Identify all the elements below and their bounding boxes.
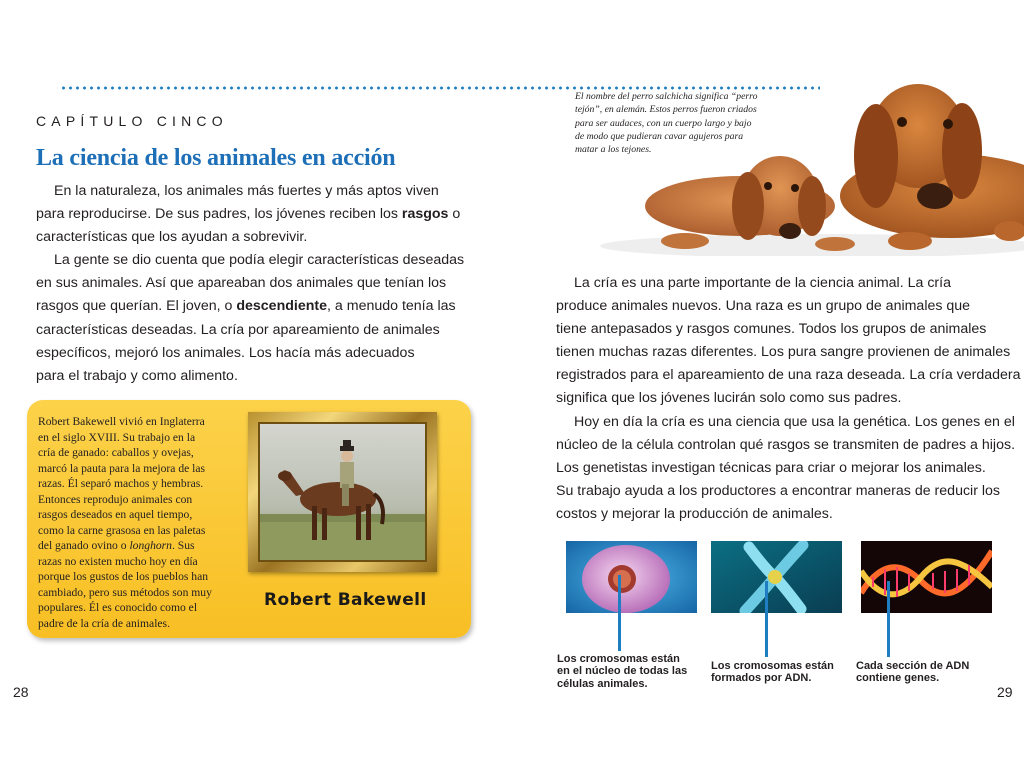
left-body-text [36, 180, 464, 388]
page-number-right: 29 [997, 684, 1013, 700]
text-line: La cría es una parte importante de la ciencia animal. La cría [574, 275, 951, 291]
sidebar-line: razas no existen mucho hoy en día [38, 554, 198, 568]
pointer-line [618, 575, 621, 651]
sidebar-line: marcó la pauta para la mejora de las [38, 461, 206, 475]
caption-line: tejón”, en alemán. Estos perros fueron criados [575, 104, 757, 116]
right-body-text [556, 272, 1021, 526]
sidebar-line: cría de ganado: caballos y ovejas, [38, 446, 194, 459]
text-line: para el trabajo y como alimento. [36, 367, 238, 384]
portrait-caption: Robert Bakewell [264, 590, 427, 610]
text-line: Los genetistas investigan técnicas para criar o mejorar los animales. [556, 459, 986, 476]
sidebar-line: Robert Bakewell vivió en Inglaterra [38, 415, 205, 428]
dog-photo-caption [575, 90, 757, 156]
text-line: características que los ayudan a sobrevivir. [36, 229, 308, 246]
text-line: Su trabajo ayuda a los productores a encontrar maneras de reducir los [556, 482, 1001, 499]
text-line: En la naturaleza, los animales más fuertes y más aptos viven [54, 183, 439, 199]
sidebar-line: rasgos deseados en aquel tiempo, [38, 508, 193, 521]
text-line: La gente se dio cuenta que podía elegir características deseadas [54, 252, 465, 269]
sidebar-line: razas. Él separó machos y hembras. [38, 477, 204, 490]
chromosome-caption: Los cromosomas están formados por ADN. [711, 660, 834, 685]
pointer-line [887, 581, 890, 657]
text-line: tiene antepasados y rasgos comunes. Todos los grupos de animales [556, 321, 987, 338]
page-number-left: 28 [13, 684, 29, 700]
text-line: tienen muchas razas diferentes. Los pura sangre provienen de animales [556, 344, 1011, 361]
sidebar-line: populares. Él es conocido como el [38, 601, 198, 614]
text-line: para reproducirse. De sus padres, los jóvenes reciben los rasgos o [36, 206, 461, 223]
bakewell-portrait-image [258, 422, 427, 562]
sidebar-line: porque los gustos de los pueblos han [38, 570, 209, 583]
glossary-term-rasgos: rasgos [401, 206, 449, 223]
sidebar-line: Entonces reprodujo animales con [38, 492, 193, 506]
sidebar-line: padre de la cría de animales. [38, 616, 170, 630]
glossary-term-descendiente: descendiente [236, 298, 328, 315]
text-line: produce animales nuevos. Una raza es un grupo de animales que [556, 298, 971, 315]
text-line: en sus animales. Así que apareaban dos animales que tenían los [36, 275, 447, 292]
text-line: registrados para el apareamiento de una raza deseada. La cría verdadera [556, 367, 1021, 384]
sidebar-text [38, 414, 212, 631]
sidebar-line: como la carne grasosa en las paletas [38, 523, 206, 537]
cell-nucleus-image [566, 541, 697, 613]
caption-line: matar a los tejones. [575, 144, 652, 156]
pointer-line [765, 581, 768, 657]
caption-line: de modo que pudieran cavar agujeros para [575, 130, 744, 142]
text-line: Hoy en día la cría es una ciencia que usa la genética. Los genes en el [574, 413, 1015, 430]
page-title: La ciencia de los animales en acción [36, 145, 396, 171]
caption-line: El nombre del perro salchicha significa “perro [575, 91, 758, 102]
dna-caption: Cada sección de ADN contiene genes. [856, 660, 970, 685]
dna-helix-image [861, 541, 992, 613]
text-line: características deseadas. La cría por apareamiento de animales [36, 321, 440, 338]
sidebar-line: del ganado ovino o longhorn. Sus [38, 539, 195, 552]
sidebar-line: en el siglo XVIII. Su trabajo en la [38, 430, 196, 444]
text-line: significa que los jóvenes lucirán solo como sus padres. [556, 390, 902, 407]
text-line: rasgos que querían. El joven, o descendiente, a menudo tenía las [36, 298, 456, 315]
bakewell-sidebar [27, 400, 471, 638]
cell-caption: Los cromosomas están en el núcleo de todas las células animales. [557, 653, 688, 690]
sidebar-line: cambiado, pero sus métodos son muy [38, 585, 212, 599]
text-line: costos y mejorar la producción de animales. [556, 505, 833, 522]
text-line: específicos, mejoró los animales. Los hacía más adecuados [36, 344, 415, 361]
chromosome-image [711, 541, 842, 613]
portrait-frame [248, 412, 437, 572]
text-line: núcleo de la célula controlan qué rasgos se transmiten de padres a hijos. [556, 436, 1016, 453]
chapter-label: CAPÍTULO CINCO [36, 113, 228, 129]
caption-line: para ser audaces, con un cuerpo largo y bajo [575, 117, 752, 129]
